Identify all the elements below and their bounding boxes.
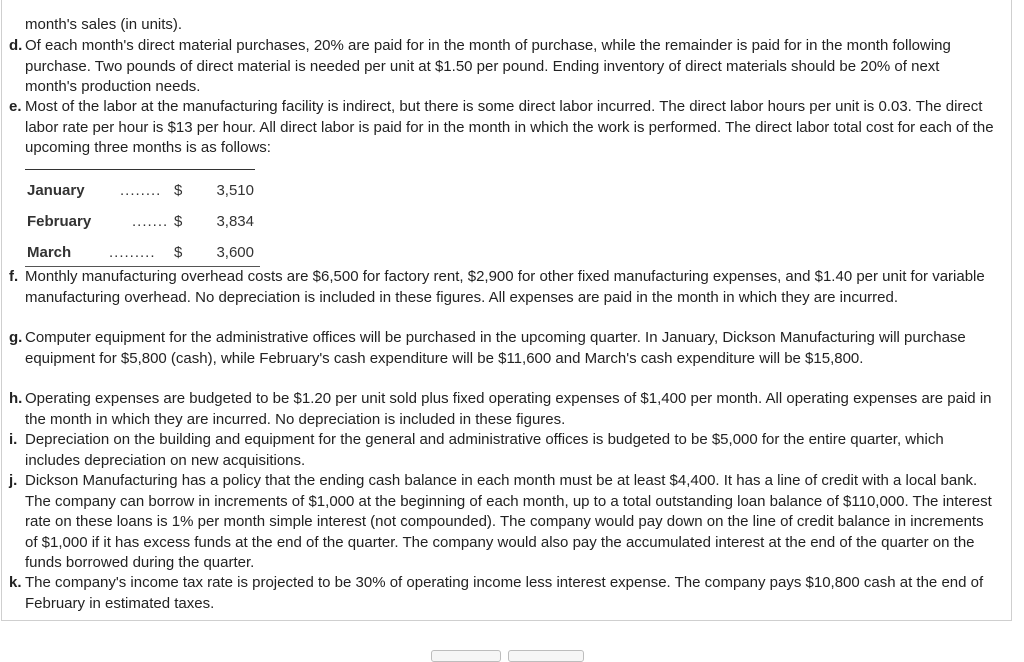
month-label: February (27, 213, 92, 230)
list-item-i (0, 430, 995, 471)
table-top-rule (25, 169, 255, 170)
item-text: Depreciation on the building and equipment for the general and administrative offices is budgeted to be $5,000 for the entire quarter, which includes depreciation on new acquisitions. (25, 431, 944, 469)
item-letter: d. (9, 37, 23, 54)
amount-value: 3,834 (216, 213, 254, 230)
item-letter: j. (9, 472, 18, 489)
amount-value: 3,510 (216, 182, 254, 199)
currency-symbol: $ (174, 244, 183, 261)
item-text: Dickson Manufacturing has a policy that the ending cash balance in each month must be at least $4,400. It has a line of credit with a local bank. The company can borrow in increments of $1,000 at the beginning of each month, up to a total outstanding loan balance of $110,000. The interest rate on these loans is 1% per month simple interest (not compounded). The company would pay down on the line of credit balance in increments of $1,000 if it has excess funds at the end of the quarter. The company would also pay the accumulated interest at the end of the quarter on the funds borrowed during the quarter. (25, 472, 992, 571)
item-text: Monthly manufacturing overhead costs are $6,500 for factory rent, $2,900 for other fixed manufacturing expenses, and $1.40 per unit for variable manufacturing overhead. No depreciation is included in these figures. All expenses are paid in the month in which they are incurred. (25, 268, 985, 306)
amount-value: 3,600 (216, 244, 254, 261)
item-c-tail: month's sales (in units). (25, 16, 183, 33)
month-label: March (27, 244, 72, 261)
list-item-f (0, 267, 995, 308)
item-letter: f. (9, 268, 19, 285)
leader-dots: ......... (109, 244, 156, 261)
item-text: Computer equipment for the administrative offices will be purchased in the upcoming quarter. In January, Dickson Manufacturing will purchase equipment for $5,800 (cash), while February's cash expenditure will be $11,600 and March's cash expenditure will be $15,800. (25, 329, 966, 367)
item-text: Of each month's direct material purchases, 20% are paid for in the month of purchase, while the remainder is paid for in the month following purchase. Two pounds of direct material is needed per unit at $1.50 per pound. Ending inventory of direct materials should be 20% of next month's production needs. (25, 37, 951, 95)
partial-button-left[interactable] (431, 650, 501, 662)
item-text: Operating expenses are budgeted to be $1.20 per unit sold plus fixed operating expenses of $1,400 per month. All operating expenses are paid in the month in which they are incurred. No depreciation is included in these figures. (25, 390, 992, 428)
item-letter: i. (9, 431, 18, 448)
leader-dots: ....... (132, 213, 169, 230)
list-item-e (0, 97, 995, 159)
leader-dots: ........ (120, 182, 162, 199)
list-item-j (0, 471, 995, 574)
list-item-d (0, 36, 995, 98)
item-letter: e. (9, 98, 22, 115)
item-text: The company's income tax rate is projected to be 30% of operating income less interest expense. The company pays $10,800 cash at the end of February in estimated taxes. (25, 574, 984, 612)
currency-symbol: $ (174, 213, 183, 230)
partial-button-right[interactable] (508, 650, 584, 662)
currency-symbol: $ (174, 182, 183, 199)
list-item-k (0, 573, 995, 614)
item-letter: h. (9, 390, 23, 407)
list-item-h (0, 389, 995, 430)
table-row (25, 205, 260, 236)
item-letter: g. (9, 329, 23, 346)
table-row (25, 236, 260, 267)
table-row (25, 174, 260, 205)
item-text: Most of the labor at the manufacturing facility is indirect, but there is some direct labor incurred. The direct labor hours per unit is 0.03. The direct labor rate per hour is $13 per hour. All direct labor is paid for in the month in which the work is performed. The direct labor total cost for each of the upcoming three months is as follows: (25, 98, 994, 156)
month-label: January (27, 182, 85, 199)
item-letter: k. (9, 574, 22, 591)
list-item-g (0, 328, 995, 369)
